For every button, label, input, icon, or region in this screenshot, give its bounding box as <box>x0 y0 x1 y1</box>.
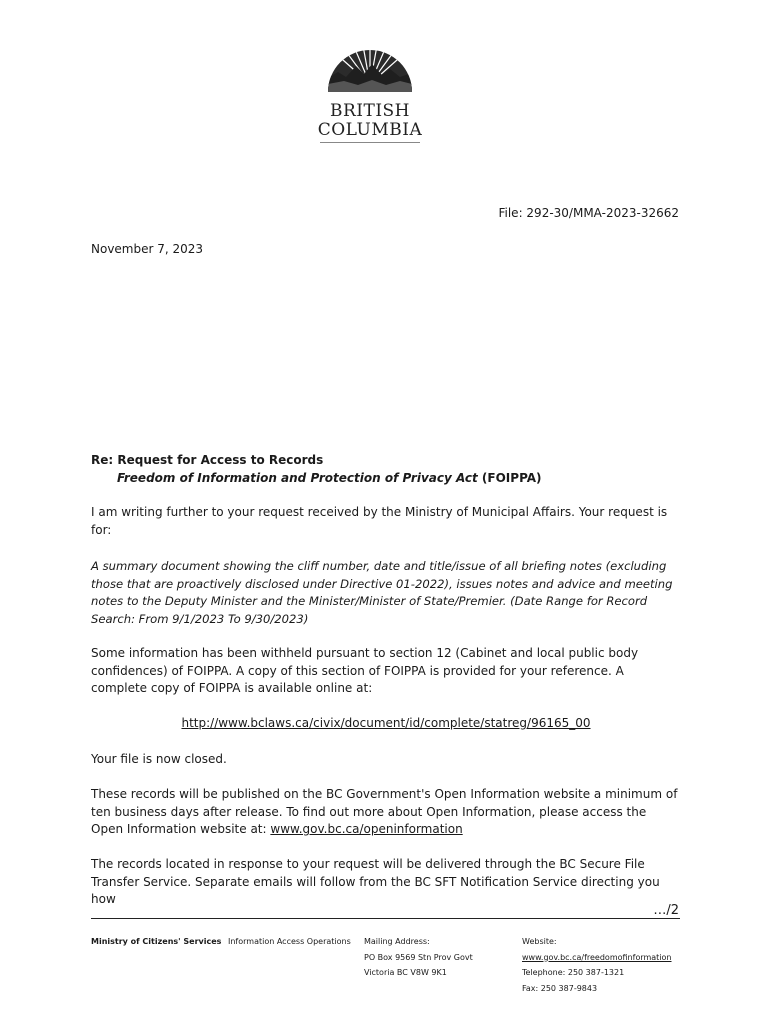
subject-line: Re: Request for Access to Records <box>91 453 324 467</box>
footer-mailing-address <box>364 934 473 981</box>
letter-date: November 7, 2023 <box>91 242 204 256</box>
mailing-line-2: Victoria BC V8W 9K1 <box>364 968 447 977</box>
open-information-link[interactable]: www.gov.bc.ca/openinformation <box>270 822 463 836</box>
website-label: Website: <box>522 937 557 946</box>
bc-government-logo <box>312 44 428 148</box>
telephone: Telephone: 250 387-1321 <box>522 968 625 977</box>
sun-mountain-logo-icon <box>328 44 412 100</box>
website-link[interactable]: www.gov.bc.ca/freedomofinformation <box>522 952 672 962</box>
foippa-link[interactable]: http://www.bclaws.ca/civix/document/id/complete/statreg/96165_00 <box>181 716 591 730</box>
footer-ministry <box>91 934 221 950</box>
file-number: File: 292-30/MMA-2023-32662 <box>498 206 679 220</box>
request-description: A summary document showing the cliff number, date and title/issue of all briefing notes (excluding those that are proactively disclosed under Directive 01-2022), issues notes and advice and meeting notes to the Deputy Minister and the Minister/Minister of State/Premier. (Date Range for Record Search: From 9/1/2023 To 9/30/2023) <box>91 559 673 626</box>
logo-word-british: BRITISH <box>329 101 411 121</box>
open-information-text: These records will be published on the BC Government's Open Information website a minimum of ten business days after release. To find out more about Open Information, please access the Open Information website at: <box>91 787 678 836</box>
footer-contact <box>522 934 672 996</box>
operations-name: Information Access Operations <box>228 937 351 946</box>
continued-page-marker: …/2 <box>653 903 679 918</box>
delivery-paragraph: The records located in response to your request will be delivered through the BC Secure File Transfer Service. Separate emails will follow from the BC SFT Notification Service directing you how <box>91 857 660 906</box>
open-information-paragraph <box>91 786 681 839</box>
subject-act <box>117 470 542 488</box>
fax: Fax: 250 387-9843 <box>522 983 598 993</box>
mailing-line-1: PO Box 9569 Stn Prov Govt <box>364 952 473 962</box>
mailing-label: Mailing Address: <box>364 937 430 946</box>
logo-word-columbia: COLUMBIA <box>317 120 423 140</box>
footer-divider <box>91 918 680 919</box>
withheld-paragraph: Some information has been withheld pursuant to section 12 (Cabinet and local public body confidences) of FOIPPA. A copy of this section of FOIPPA is provided for your reference. A complete copy of FOIPPA is available online at: <box>91 646 639 695</box>
file-closed-paragraph: Your file is now closed. <box>91 752 227 766</box>
act-name: Freedom of Information and Protection of Privacy Act <box>117 471 478 485</box>
intro-paragraph: I am writing further to your request received by the Ministry of Municipal Affairs. Your request is for: <box>91 505 668 537</box>
act-abbreviation: (FOIPPA) <box>477 471 542 485</box>
logo-underline <box>320 142 420 143</box>
ministry-name: Ministry of Citizens' Services <box>91 937 222 946</box>
footer-operations <box>228 934 351 950</box>
foippa-link-row <box>91 715 681 733</box>
